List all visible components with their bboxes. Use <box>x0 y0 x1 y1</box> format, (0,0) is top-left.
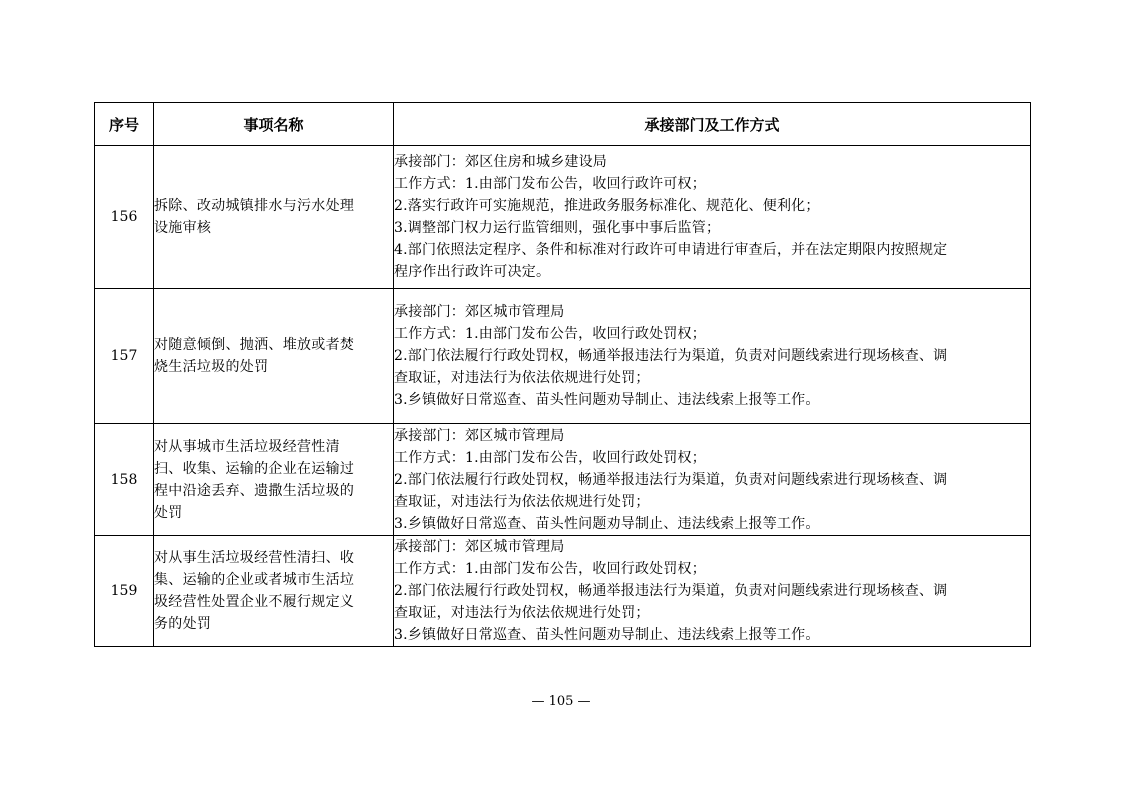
item-name-line: 设施审核 <box>154 220 212 236</box>
dept-line: 2.部门依法履行行政处罚权，畅通举报违法行为渠道，负责对问题线索进行现场核查、调 <box>394 471 948 488</box>
table-row <box>95 424 1031 536</box>
table-row <box>95 536 1031 647</box>
dept-line: 程序作出行政许可决定。 <box>394 264 551 280</box>
row-number: 156 <box>95 146 154 289</box>
item-name <box>154 424 394 536</box>
dept-line: 工作方式：1.由部门发布公告，收回行政处罚权； <box>394 561 706 577</box>
table-header-row <box>95 103 1031 146</box>
dept-line: 4.部门依照法定程序、条件和标准对行政许可申请进行审查后，并在法定期限内按照规定 <box>394 242 948 258</box>
header-name: 事项名称 <box>154 103 394 146</box>
dept-line: 2.部门依法履行行政处罚权，畅通举报违法行为渠道，负责对问题线索进行现场核查、调 <box>394 583 948 599</box>
dept-line: 查取证，对违法行为依法依规进行处罚； <box>394 605 650 621</box>
dept-method <box>394 146 1031 289</box>
dept-line: 2.落实行政许可实施规范，推进政务服务标准化、规范化、便利化； <box>394 198 820 214</box>
item-name-line: 处罚 <box>154 504 183 521</box>
table-row <box>95 146 1031 289</box>
item-name-line: 拆除、改动城镇排水与污水处理 <box>154 198 355 214</box>
page-number: — 105 — <box>531 694 591 709</box>
item-name <box>154 289 394 424</box>
item-name-line: 圾经营性处置企业不履行规定义 <box>154 594 355 610</box>
dept-method <box>394 536 1031 647</box>
item-name-line: 对随意倾倒、抛洒、堆放或者焚 <box>154 337 355 353</box>
item-name-line: 程中沿途丢弃、遗撒生活垃圾的 <box>154 482 355 499</box>
items-table <box>94 102 1031 647</box>
dept-line: 查取证，对违法行为依法依规进行处罚； <box>394 493 650 510</box>
dept-line: 3.调整部门权力运行监管细则，强化事中事后监管； <box>394 220 721 236</box>
dept-line: 工作方式：1.由部门发布公告，收回行政许可权； <box>394 176 706 192</box>
item-name <box>154 146 394 289</box>
dept-line: 3.乡镇做好日常巡查、苗头性问题劝导制止、违法线索上报等工作。 <box>394 515 820 532</box>
item-name-line: 烧生活垃圾的处罚 <box>154 359 269 375</box>
dept-line: 承接部门：郊区城市管理局 <box>394 427 565 444</box>
dept-line: 承接部门：郊区住房和城乡建设局 <box>394 154 607 170</box>
dept-line: 查取证，对违法行为依法依规进行处罚； <box>394 370 650 386</box>
item-name <box>154 536 394 647</box>
item-name-line: 集、运输的企业或者城市生活垃 <box>154 572 355 588</box>
item-name-line: 务的处罚 <box>154 616 212 632</box>
row-number: 159 <box>95 536 154 647</box>
dept-line: 3.乡镇做好日常巡查、苗头性问题劝导制止、违法线索上报等工作。 <box>394 627 820 643</box>
dept-line: 工作方式：1.由部门发布公告，收回行政处罚权； <box>394 326 706 342</box>
row-number: 157 <box>95 289 154 424</box>
item-name-line: 对从事生活垃圾经营性清扫、收 <box>154 550 355 566</box>
dept-line: 3.乡镇做好日常巡查、苗头性问题劝导制止、违法线索上报等工作。 <box>394 392 820 408</box>
dept-line: 2.部门依法履行行政处罚权，畅通举报违法行为渠道，负责对问题线索进行现场核查、调 <box>394 348 948 364</box>
header-dept: 承接部门及工作方式 <box>394 103 1031 146</box>
dept-line: 工作方式：1.由部门发布公告，收回行政处罚权； <box>394 449 706 466</box>
dept-line: 承接部门：郊区城市管理局 <box>394 304 565 320</box>
item-name-line: 对从事城市生活垃圾经营性清 <box>154 438 340 455</box>
row-number: 158 <box>95 424 154 536</box>
item-name-line: 扫、收集、运输的企业在运输过 <box>154 460 355 477</box>
dept-method <box>394 289 1031 424</box>
dept-method <box>394 424 1031 536</box>
header-no: 序号 <box>95 103 154 146</box>
dept-line: 承接部门：郊区城市管理局 <box>394 539 565 555</box>
table-row <box>95 289 1031 424</box>
